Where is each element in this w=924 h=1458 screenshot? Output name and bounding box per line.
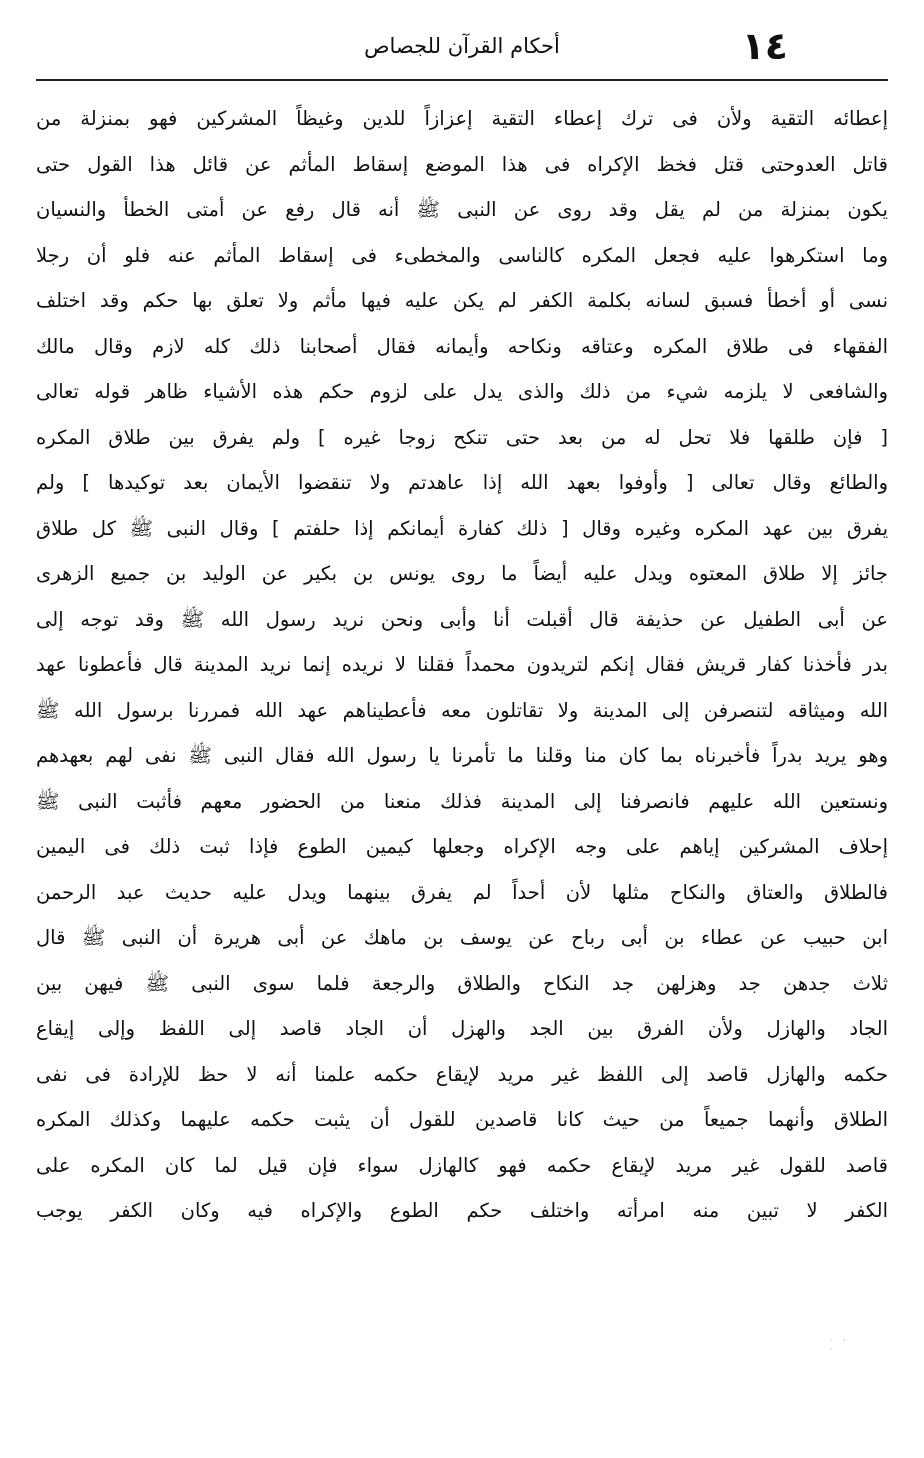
text-line: إحلاف المشركين إياهم على وجه الإكراه وجعلها كيمين الطوع فإذا ثبت ذلك فى اليمين <box>36 835 888 858</box>
text-line: الكفر لا تبين منه امرأته واختلف حكم الطوع والإكراه فيه وكان الكفر يوجب <box>36 1199 888 1222</box>
text-line: بدر فأخذنا كفار قريش فقال إنكم لتريدون محمداً فقلنا لا نريده إنما نريد المدينة قال فأعطونا عهد <box>36 653 888 676</box>
text-line: الفقهاء فى طلاق المكره وعتاقه ونكاحه وأيمانه فقال أصحابنا ذلك كله لازم وقال مالك <box>36 334 888 358</box>
page-body <box>36 96 888 1234</box>
header-divider <box>36 79 888 81</box>
text-line: والشافعى لا يلزمه شيء من ذلك والذى يدل على لزوم حكم هذه الأشياء ظاهر قوله تعالى <box>36 380 888 403</box>
text-line: جائز إلا طلاق المعتوه ويدل عليه أيضاً ما روى يونس بن بكير عن الوليد بن جميع الزهرى <box>36 562 888 585</box>
text-line: حكمه والهازل قاصد إلى اللفظ غير مريد لإيقاع حكمه علمنا أنه لا حظ للإرادة فى نفى <box>36 1062 888 1086</box>
text-line: وما استكرهوا عليه فجعل المكره كالناسى والمخطىء فى إسقاط المأثم عنه فلو أن رجلا <box>36 243 888 267</box>
text-line: إعطائه التقية ولأن فى ترك إعطاء التقية إعزازاً للدين وغيظاً المشركين فهو بمنزلة من <box>36 107 888 130</box>
text-line: وهو يريد بدراً فأخبرناه بما كان منا وقلنا ما تأمرنا يا رسول الله فقال النبى ﷺ نفى لهم بعهدهم <box>36 744 888 767</box>
page-header <box>36 22 888 72</box>
text-line: يكون بمنزلة من لم يقل وقد روى عن النبى ﷺ أنه قال رفع عن أمتى الخطأ والنسيان <box>36 198 888 221</box>
text-line: ونستعين الله عليهم فانصرفنا إلى المدينة فذلك منعنا من الحضور معهم فأثبت النبى ﷺ <box>36 789 888 813</box>
text-line: الجاد والهازل ولأن الفرق بين الجد والهزل أن الجاد قاصد إلى اللفظ وإلى إيقاع <box>36 1017 888 1040</box>
text-line: يفرق بين عهد المكره وغيره وقال [ ذلك كفارة أيمانكم إذا حلفتم ] وقال النبى ﷺ كل طلاق <box>36 516 888 540</box>
text-line: فالطلاق والعتاق والنكاح مثلها لأن أحداً لم يفرق بينهما ويدل عليه حديث عبد الرحمن <box>36 880 888 904</box>
running-title: أحكام القرآن للجصاص <box>364 34 560 58</box>
text-line: الله وميثاقه لتنصرفن إلى المدينة ولا تقاتلون معه فأعطيناهم عهد الله فمررنا برسول الله ﷺ <box>36 698 888 722</box>
text-line: قاصد للقول غير مريد لإيقاع حكمه فهو كالهازل سواء فإن قيل لما كان المكره على <box>36 1153 888 1177</box>
text-line: الطلاق وأنهما جميعاً من حيث كانا قاصدين للقول أن يثبت حكمه عليهما وكذلك المكره <box>36 1108 888 1131</box>
text-line: نسى أو أخطأ فسبق لسانه بكلمة الكفر لم يكن عليه فيها مأثم ولا تعلق بها حكم وقد اختلف <box>36 289 888 312</box>
text-line: ثلاث جدهن جد وهزلهن جد النكاح والطلاق والرجعة فلما سوى النبى ﷺ فيهن بين <box>36 971 888 995</box>
text-line: [ فإن طلقها فلا تحل له من بعد حتى تنكح زوجا غيره ] ولم يفرق بين طلاق المكره <box>36 425 888 449</box>
text-line: عن أبى الطفيل عن حذيفة قال أقبلت أنا وأبى ونحن نريد رسول الله ﷺ وقد توجه إلى <box>36 607 888 631</box>
scan-artifact: · · · <box>830 1336 850 1354</box>
page-number: ١٤ <box>741 24 788 68</box>
text-line: ابن حبيب عن عطاء بن أبى رباح عن يوسف بن ماهك عن أبى هريرة أن النبى ﷺ قال <box>36 926 888 949</box>
text-line: قاتل العدوحتى قتل فخظ الإكراه فى هذا الموضع إسقاط المأثم عن قائل هذا القول حتى <box>36 152 888 176</box>
text-line: والطائع وقال تعالى [ وأوفوا بعهد الله إذا عاهدتم ولا تنقضوا الأيمان بعد توكيدها ] ولم <box>36 471 888 494</box>
